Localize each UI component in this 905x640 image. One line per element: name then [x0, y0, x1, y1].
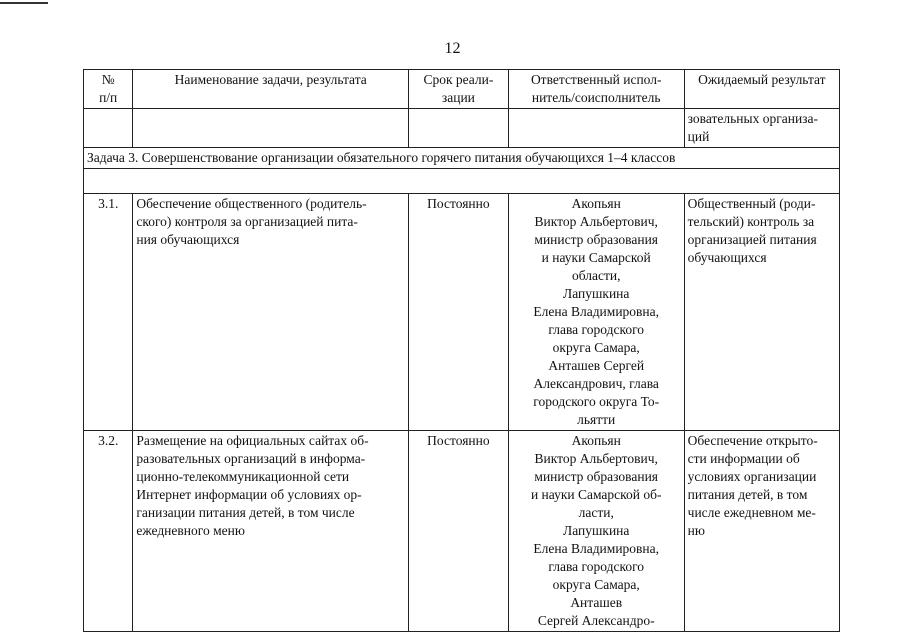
- corner-rule: [0, 2, 48, 4]
- page-number: 12: [444, 40, 461, 57]
- row-result: Обеспечение открыто- сти информации об условиях организации питания детей, в том числе ежедневном ме- ню: [684, 431, 839, 632]
- table-header-row: [84, 70, 840, 109]
- row-task: Обеспечение общественного (родитель- ского) контроля за организацией пита- ния обучающихся: [133, 194, 409, 431]
- section-title-row: [84, 148, 840, 169]
- row-responsible: Акопьян Виктор Альбертович, министр образования и науки Самарской области, Лапушкина Елена Владимировна, глава городского округа Самара, Анташев Сергей Александрович, глава городского округа То- льятти: [508, 194, 684, 431]
- row-num: 3.1.: [84, 194, 133, 431]
- spacer-row: [84, 169, 840, 194]
- row-result: Общественный (роди- тельский) контроль за организацией питания обучающихся: [684, 194, 839, 431]
- row-term: Постоянно: [409, 194, 509, 431]
- header-num: № п/п: [84, 70, 133, 109]
- table-row: [84, 194, 840, 431]
- header-term: Срок реали- зации: [409, 70, 509, 109]
- continuation-row: [84, 109, 840, 148]
- header-responsible: Ответственный испол- нитель/соисполнитель: [508, 70, 684, 109]
- section-title: Задача 3. Совершенствование организации обязательного горячего питания обучающихся 1–4 классов: [84, 148, 840, 169]
- row-responsible: Акопьян Виктор Альбертович, министр образования и науки Самарской об- ласти, Лапушкина Елена Владимировна, глава городского округа Самара, Анташев Сергей Александро-: [508, 431, 684, 632]
- continuation-result: зовательных организа- ций: [684, 109, 839, 148]
- table-row: [84, 431, 840, 632]
- row-term: Постоянно: [409, 431, 509, 632]
- row-num: 3.2.: [84, 431, 133, 632]
- plan-table: [83, 69, 840, 632]
- header-task: Наименование задачи, результата: [133, 70, 409, 109]
- row-task: Размещение на официальных сайтах об- разовательных организаций в информа- ционно-телекоммуникационной сети Интернет информации об условиях ор- ганизации питания детей, в том числе ежедневного меню: [133, 431, 409, 632]
- header-result: Ожидаемый результат: [684, 70, 839, 109]
